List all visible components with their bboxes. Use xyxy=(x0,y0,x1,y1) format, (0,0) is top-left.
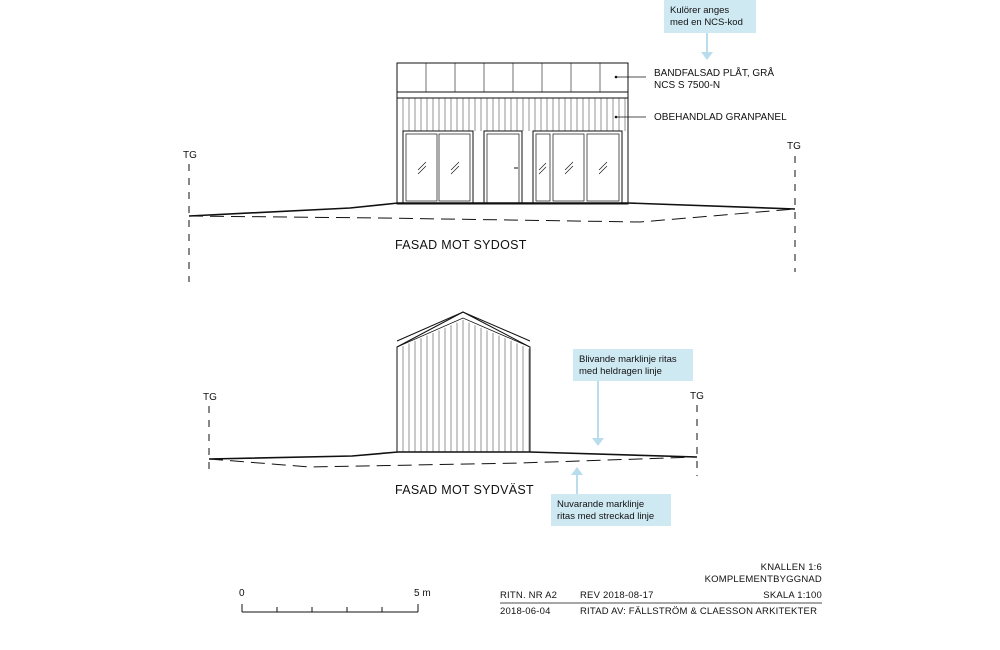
roof-material-line-2: NCS S 7500-N xyxy=(654,80,721,91)
wall-material-leader xyxy=(615,116,646,119)
building-name: KOMPLEMENTBYGGNAD xyxy=(704,574,822,585)
drawing-number: RITN. NR A2 xyxy=(500,590,558,601)
title-block xyxy=(500,562,822,617)
tg-label-right: TG xyxy=(787,141,801,152)
southeast-elevation xyxy=(183,63,801,282)
southwest-elevation-title: FASAD MOT SYDVÄST xyxy=(395,483,534,497)
ncs-note-line-1: Kulörer anges xyxy=(670,5,730,16)
tg-label-sw-right: TG xyxy=(690,391,704,402)
glazed-door-right xyxy=(533,131,622,204)
ncs-note-line-2: med en NCS-kod xyxy=(670,17,743,28)
finished-ground-line xyxy=(189,203,795,216)
southwest-elevation xyxy=(203,312,704,497)
finished-ground-note-line-2: med heldragen linje xyxy=(579,366,662,377)
existing-ground-note xyxy=(551,467,671,526)
tg-label-sw-left: TG xyxy=(203,392,217,403)
revision-date: REV 2018-08-17 xyxy=(580,590,654,601)
roof-seams xyxy=(426,63,600,92)
glazed-door-left xyxy=(403,131,473,204)
drawing-scale: SKALA 1:100 xyxy=(763,590,822,601)
ncs-note-arrow-head xyxy=(701,52,713,60)
scale-bar xyxy=(239,588,431,612)
finished-ground-note xyxy=(573,349,693,446)
southeast-elevation-title: FASAD MOT SYDOST xyxy=(395,238,527,252)
roof-band xyxy=(397,63,628,92)
entrance-door xyxy=(484,131,522,204)
existing-ground-note-line-2: ritas med streckad linje xyxy=(557,511,655,522)
project-name: KNALLEN 1:6 xyxy=(760,562,822,573)
existing-ground-line-sw xyxy=(209,457,697,467)
ncs-note xyxy=(664,0,756,60)
finished-ground-line-sw xyxy=(209,452,697,459)
roof-material-leader xyxy=(615,76,646,79)
fascia xyxy=(397,92,628,98)
drawing-date: 2018-06-04 xyxy=(500,606,551,617)
finished-ground-note-arrow-head xyxy=(592,438,604,446)
gable-wall xyxy=(397,312,530,452)
existing-ground-note-line-1: Nuvarande marklinje xyxy=(557,499,645,510)
drawn-by: RITAD AV: FÄLLSTRÖM & CLAESSON ARKITEKTER xyxy=(580,606,818,617)
tg-label-left: TG xyxy=(183,150,197,161)
cladding-boards xyxy=(403,98,625,131)
wall-material-label: OBEHANDLAD GRANPANEL xyxy=(654,112,787,123)
finished-ground-note-line-1: Blivande marklinje ritas xyxy=(579,354,677,365)
roof-material-line-1: BANDFALSAD PLÅT, GRÅ xyxy=(654,68,775,79)
scale-bar-end-label: 5 m xyxy=(414,588,431,599)
scale-bar-start-label: 0 xyxy=(239,588,245,599)
